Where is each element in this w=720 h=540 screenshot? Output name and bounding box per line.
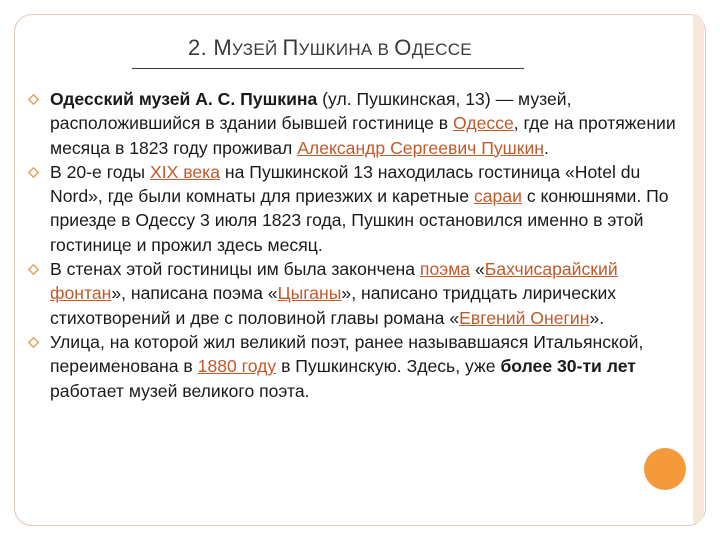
link-tsygany[interactable]: Цыганы (277, 283, 342, 304)
bullet-icon (28, 337, 39, 348)
duration-highlight: более 30-ти лет (500, 356, 636, 377)
link-sarai[interactable]: сараи (473, 186, 522, 207)
slide-title: 2. МУЗЕЙ ПУШКИНА В ОДЕССЕ (188, 35, 472, 60)
link-odessa[interactable]: Одессе (453, 113, 514, 134)
list-item: Улица, на которой жил великий поэт, ранее называвшаяся Итальянской, переименована в 1880 году в Пушкинскую. Здесь, уже более 30-ти лет работает музей великого поэта. (28, 330, 678, 403)
link-bakhchisaray-fountain[interactable]: Бахчисарайский фонтан (50, 259, 618, 304)
link-pushkin[interactable]: Александр Сергеевич Пушкин (297, 137, 545, 158)
museum-name: Одесский музей А. С. Пушкина (50, 89, 318, 109)
list-item: В 20-е годы XIX века на Пушкинской 13 находилась гостиница «Hotel du Nord», где были комнаты для приезжих и каретные сараи с конюшнями. По приезде в Одессу 3 июля 1823 года, Пушкин остановился именно в этой гостинице и прожил здесь месяц. (28, 160, 678, 257)
link-xix-century[interactable]: XIX века (149, 161, 221, 182)
bullet-icon (28, 167, 39, 178)
link-1880-year[interactable]: 1880 году (197, 356, 277, 377)
bullet-icon (28, 94, 39, 105)
decorative-circle (644, 448, 686, 490)
title-underline (132, 68, 524, 69)
slide-frame-accent (693, 14, 704, 524)
bullet-icon (28, 264, 39, 275)
list-item: В стенах этой гостиницы им была закончена поэма «Бахчисарайский фонтан», написана поэма «Цыганы», написано тридцать лирических стихотворений и две с половиной главы романа «Евгений Онегин». (28, 257, 678, 330)
link-eugene-onegin[interactable]: Евгений Онегин (459, 307, 590, 328)
list-item: Одесский музей А. С. Пушкина (ул. Пушкинская, 13) — музей, расположившийся в здании бывшей гостинице в Одессе, где на протяжении месяца в 1823 году проживал Александр Сергеевич Пушкин. (28, 87, 678, 160)
link-poema[interactable]: поэма (419, 259, 471, 280)
bullet-list (28, 87, 678, 403)
